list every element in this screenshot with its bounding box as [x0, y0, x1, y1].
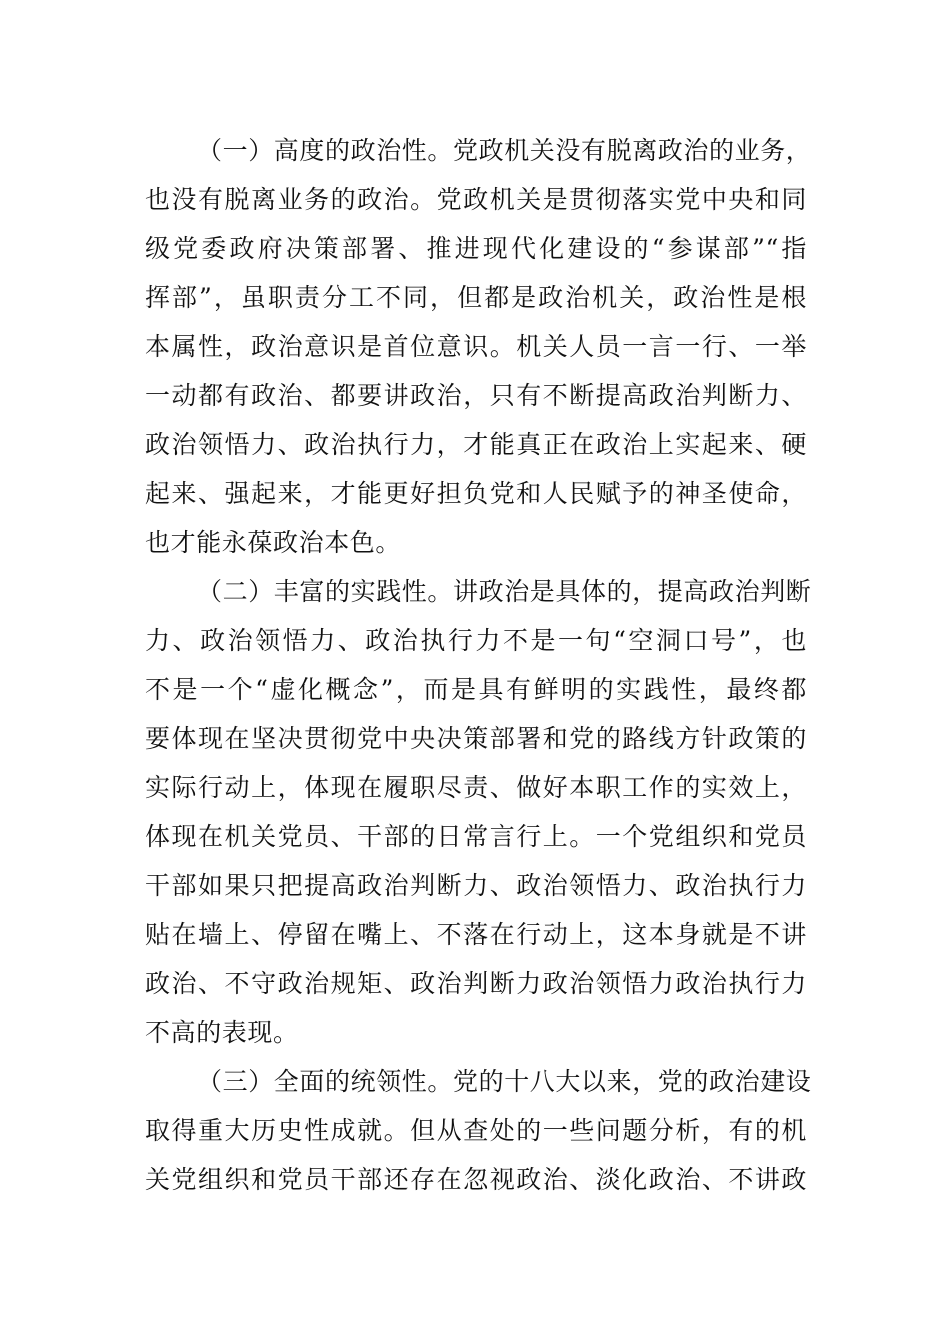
paragraph-1-line-6: 一动都有政治、都要讲政治，只有不断提高政治判断力、 [145, 381, 807, 410]
paragraph-1-line-1: （一）高度的政治性。党政机关没有脱离政治的业务， [197, 136, 812, 165]
paragraph-1-line-3: 级党委政府决策部署、推进现代化建设的“参谋部”“指 [145, 234, 807, 263]
paragraph-3-line-1: （三）全面的统领性。党的十八大以来，党的政治建设 [197, 1067, 812, 1096]
paragraph-1-line-5: 本属性，政治意识是首位意识。机关人员一言一行、一举 [145, 332, 807, 361]
paragraph-1-line-9: 也才能永葆政治本色。 [145, 528, 402, 557]
paragraph-1-line-2: 也没有脱离业务的政治。党政机关是贯彻落实党中央和同 [145, 185, 807, 214]
paragraph-2-line-5: 实际行动上，体现在履职尽责、做好本职工作的实效上， [145, 773, 807, 802]
paragraph-3-line-3: 关党组织和党员干部还存在忽视政治、淡化政治、不讲政 [145, 1165, 807, 1194]
paragraph-2-line-10: 不高的表现。 [145, 1018, 299, 1047]
paragraph-2-line-1: （二）丰富的实践性。讲政治是具体的，提高政治判断 [197, 577, 812, 606]
paragraph-2-line-3: 不是一个“虚化概念”，而是具有鲜明的实践性，最终都 [145, 675, 807, 704]
paragraph-2-line-8: 贴在墙上、停留在嘴上、不落在行动上，这本身就是不讲 [145, 920, 807, 949]
paragraph-1-line-7: 政治领悟力、政治执行力，才能真正在政治上实起来、硬 [145, 430, 807, 459]
document-body [145, 126, 812, 1204]
paragraph-2-line-9: 政治、不守政治规矩、政治判断力政治领悟力政治执行力 [145, 969, 807, 998]
paragraph-3-line-2: 取得重大历史性成就。但从查处的一些问题分析，有的机 [145, 1116, 807, 1145]
paragraph-2-line-2: 力、政治领悟力、政治执行力不是一句“空洞口号”，也 [145, 626, 807, 655]
paragraph-2-line-7: 干部如果只把提高政治判断力、政治领悟力、政治执行力 [145, 871, 807, 900]
paragraph-2-line-6: 体现在机关党员、干部的日常言行上。一个党组织和党员 [145, 822, 807, 851]
paragraph-1-line-8: 起来、强起来，才能更好担负党和人民赋予的神圣使命， [145, 479, 807, 508]
paragraph-1-line-4: 挥部”，虽职责分工不同，但都是政治机关，政治性是根 [145, 283, 807, 312]
paragraph-2-line-4: 要体现在坚决贯彻党中央决策部署和党的路线方针政策的 [145, 724, 807, 753]
